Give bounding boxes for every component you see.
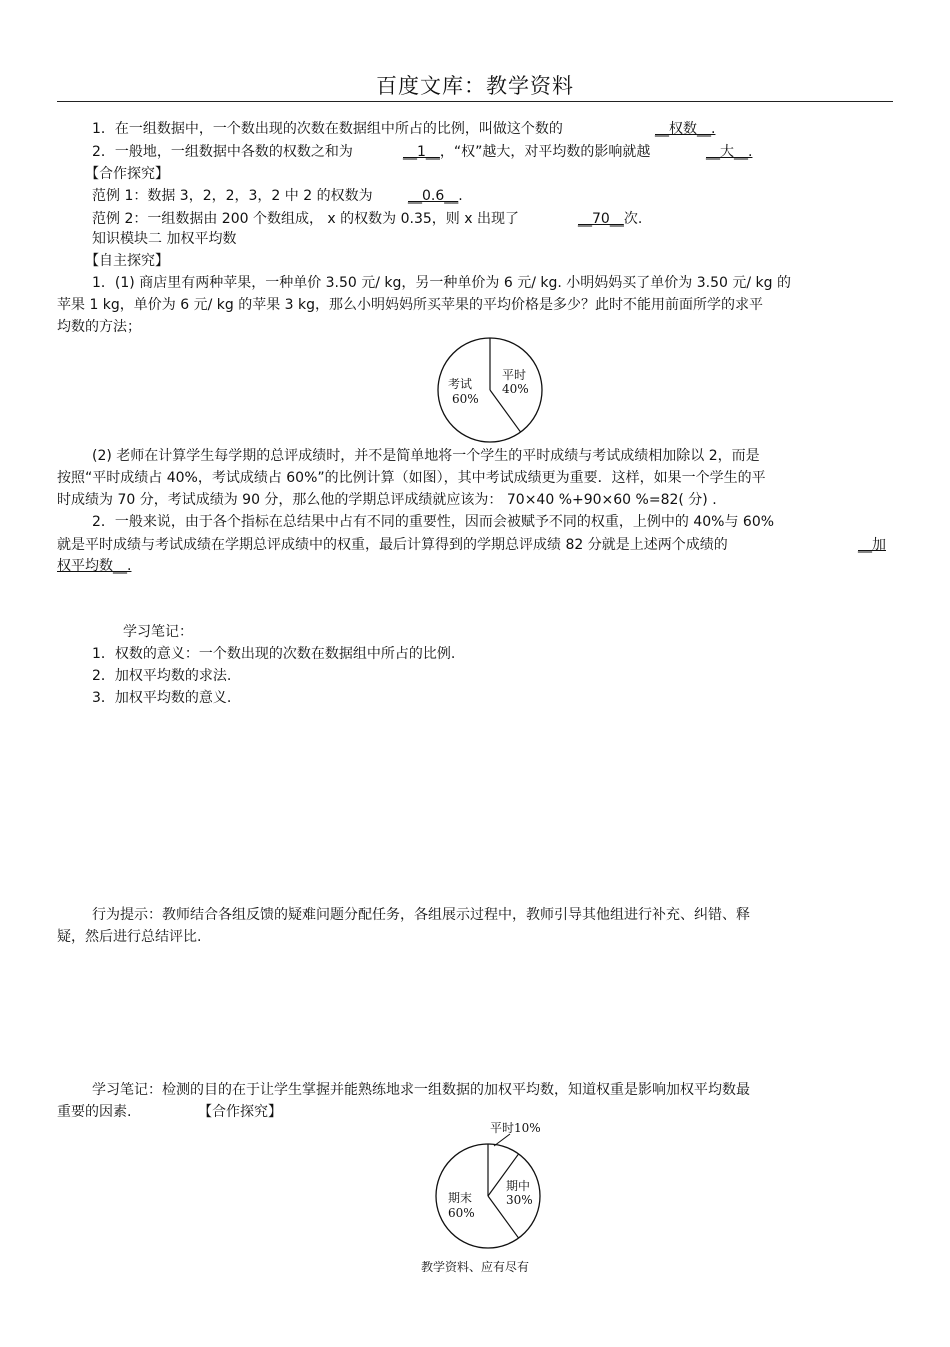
definition-2-blank-1: __1__，“权”越大，对平均数的影响就越	[403, 144, 651, 160]
definition-2-blank-2: __大__.	[706, 144, 753, 160]
example-1: 范例 1：数据 3，2，2，3，2 中 2 的权数为	[92, 188, 373, 204]
pie1-pct-regular: 40%	[502, 382, 529, 396]
example-2-blank: __70__次.	[578, 211, 643, 227]
page-footer: 教学资料、应有尽有	[420, 1260, 529, 1274]
pie1-label-regular: 平时	[502, 368, 527, 382]
study-notes-2-line-a: 学习笔记：检测的目的在于让学生掌握并能熟练地求一组数据的加权平均数，知道权重是影响加权平均数最	[92, 1082, 750, 1098]
problem-2-line-b: 按照“平时成绩占 40%，考试成绩占 60%”的比例计算（如图），其中考试成绩更为重要．这样，如果一个学生的平	[57, 470, 766, 486]
definition-1-blank: __权数__.	[655, 121, 716, 137]
section-coop-2: 【合作探究】	[198, 1104, 282, 1120]
pie2-outside-label: 平时10%	[490, 1121, 541, 1135]
pie2-pct-final: 60%	[448, 1206, 475, 1220]
pie1-pct-exam: 60%	[452, 392, 479, 406]
problem-3-blank-start: __加	[858, 537, 886, 553]
pie2-label-final: 期末	[448, 1191, 473, 1205]
definition-line-2: 2．一般地，一组数据中各数的权数之和为	[92, 144, 353, 160]
header-rule	[57, 101, 893, 102]
problem-2-line-a: (2) 老师在计算学生每学期的总评成绩时，并不是简单地将一个学生的平时成绩与考试成绩相加除以 2，而是	[92, 448, 760, 464]
study-note-1: 1．权数的意义：一个数出现的次数在数据组中所占的比例.	[92, 646, 456, 662]
behavior-hint-line-a: 行为提示：教师结合各组反馈的疑难问题分配任务，各组展示过程中，教师引导其他组进行补充、纠错、释	[92, 907, 750, 923]
problem-1-line-b: 苹果 1 kg，单价为 6 元/ kg 的苹果 3 kg，那么小明妈妈所买苹果的平均价格是多少？此时不能用前面所学的求平	[57, 297, 764, 313]
pie2-pct-midterm: 30%	[506, 1193, 533, 1207]
definition-line-1	[92, 119, 563, 139]
page-title: 百度文库：教学资料	[376, 74, 574, 98]
pie2-label-midterm: 期中	[506, 1179, 531, 1193]
problem-3-line-b: 就是平时成绩与考试成绩在学期总评成绩中的权重，最后计算得到的学期总评成绩 82 分就是上述两个成绩的	[57, 537, 728, 553]
study-notes-title: 学习笔记：	[123, 624, 193, 640]
study-notes-2-line-b: 重要的因素.	[57, 1104, 132, 1120]
problem-1-line-a: 1．(1) 商店里有两种苹果，一种单价 3.50 元/ kg，另一种单价为 6 元/ kg. 小明妈妈买了单价为 3.50 元/ kg 的	[92, 275, 791, 291]
pie1-label-exam: 考试	[448, 377, 473, 391]
section-self-study: 【自主探究】	[85, 253, 169, 269]
definition-1-text: 1．在一组数据中，一个数出现的次数在数据组中所占的比例，叫做这个数的	[92, 121, 563, 137]
section-coop-1: 【合作探究】	[85, 166, 169, 182]
pie-chart-score-weights	[436, 336, 548, 448]
module-2-heading: 知识模块二 加权平均数	[92, 231, 237, 247]
problem-3-blank-end: 权平均数__.	[57, 558, 132, 574]
pie-chart-term-weights	[426, 1116, 556, 1252]
pie2-leader-line	[494, 1134, 510, 1146]
problem-3-line-a: 2．一般来说，由于各个指标在总结果中占有不同的重要性，因而会被赋予不同的权重，上例中的 40%与 60%	[92, 514, 775, 530]
example-2: 范例 2：一组数据由 200 个数组成， x 的权数为 0.35，则 x 出现了	[92, 211, 519, 227]
study-note-2: 2．加权平均数的求法.	[92, 668, 232, 684]
behavior-hint-line-b: 疑，然后进行总结评比.	[57, 929, 202, 945]
study-note-3: 3．加权平均数的意义.	[92, 690, 232, 706]
example-1-blank: __0.6__.	[408, 188, 463, 204]
problem-2-line-c: 时成绩为 70 分，考试成绩为 90 分，那么他的学期总评成绩就应该为： 70×40 %+90×60 %=82( 分) .	[57, 492, 717, 508]
problem-1-line-c: 均数的方法；	[57, 319, 141, 335]
